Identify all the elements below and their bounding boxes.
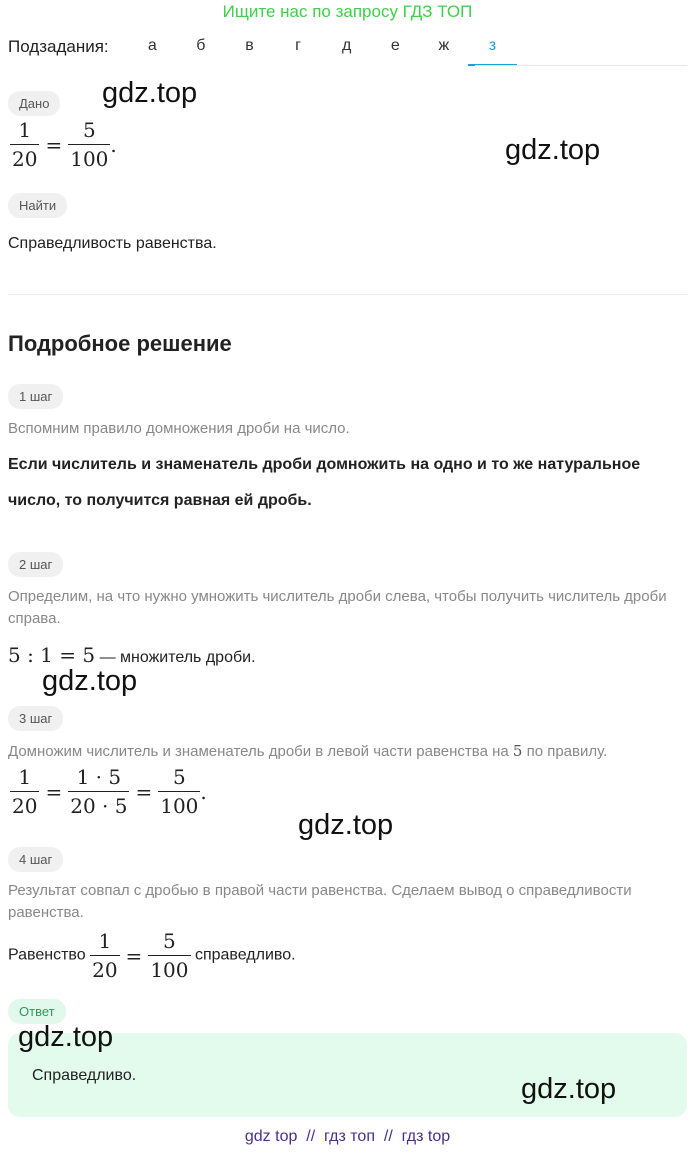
step4-text: Результат совпал с дробью в правой части равенства. Сделаем вывод о справедливости равенства. (8, 882, 632, 921)
tab-zh[interactable]: ж (438, 37, 450, 54)
tab-v[interactable]: в (245, 37, 254, 54)
subtasks-label: Подзадания: (8, 37, 109, 56)
given-fraction-right: $\frac{5}{100}$ (70, 118, 109, 171)
find-badge: Найти (8, 193, 67, 218)
step2-text: Определим, на что нужно умножить числитель дроби слева, чтобы получить числитель дроби справа. (8, 588, 667, 627)
footer-text: gdz top // гдз топ // гдз top (244, 1128, 451, 1145)
watermark: gdz.top (298, 809, 394, 841)
tab-e[interactable]: е (390, 37, 400, 54)
given-fraction-left: $\frac{1}{20}$ (12, 118, 38, 171)
watermark: gdz.top (102, 77, 198, 109)
step3-text: Домножим числитель и знаменатель дроби в левой части равенства на 5 по правилу. (8, 742, 608, 760)
step1-badge: 1 шаг (8, 384, 63, 409)
find-text: Справедливость равенства. (8, 235, 217, 252)
step4-conclusion: Равенство $\frac{1}{20}$ = $\frac{5}{100}$ справедливо. (8, 929, 296, 982)
solution-title: Подробное решение (8, 331, 232, 356)
step2-math: 5 : 1 = 5 (8, 643, 96, 667)
step3-badge: 3 шаг (8, 706, 63, 731)
watermark: gdz.top (42, 665, 138, 697)
step1-rule-line1: Если числитель и знаменатель дроби домножить на одно и то же натуральное (8, 456, 641, 473)
step2-badge: 2 шаг (8, 552, 63, 577)
step3-fraction-1: $\frac{1}{20}$ (12, 765, 38, 818)
step1-intro: Вспомним правило домножения дроби на число. (8, 420, 350, 437)
step2-equation (8, 643, 256, 667)
step4-fraction-1: $\frac{1}{20}$ (92, 929, 118, 982)
step4-fraction-2: $\frac{5}{100}$ (150, 929, 189, 982)
step4-badge: 4 шаг (8, 847, 63, 872)
given-equation: $\frac{1}{20}$ = $\frac{5}{100}$ . (12, 118, 117, 171)
tabs-underline (475, 65, 687, 66)
divider (8, 294, 687, 295)
tab-b[interactable]: б (196, 37, 206, 54)
promo-text: Ищите нас по запросу ГДЗ ТОП (222, 2, 473, 21)
step3-fraction-2: $\frac{1 \cdot 5}{20 \cdot 5}$ (70, 765, 128, 818)
tab-z[interactable]: з (468, 30, 517, 66)
step1-rule-line2: число, то получится равная ей дробь. (8, 492, 312, 509)
given-badge: Дано (8, 91, 60, 116)
step2-math-suffix: — множитель дроби. (99, 649, 256, 666)
watermark: gdz.top (521, 1073, 617, 1105)
step3-fraction-3: $\frac{5}{100}$ (160, 765, 199, 818)
answer-text: Справедливо. (32, 1067, 137, 1084)
step3-equation: $\frac{1}{20}$ = $\frac{1 \cdot 5}{20 \cdot 5}$ = $\frac{5}{100}$ . (12, 765, 207, 818)
tab-d[interactable]: д (342, 37, 352, 54)
answer-badge: Ответ (8, 999, 66, 1024)
watermark: gdz.top (18, 1021, 114, 1053)
watermark: gdz.top (505, 134, 601, 166)
tab-g[interactable]: г (295, 37, 301, 54)
subtask-tabs (128, 30, 517, 66)
tab-a[interactable]: а (147, 37, 157, 54)
